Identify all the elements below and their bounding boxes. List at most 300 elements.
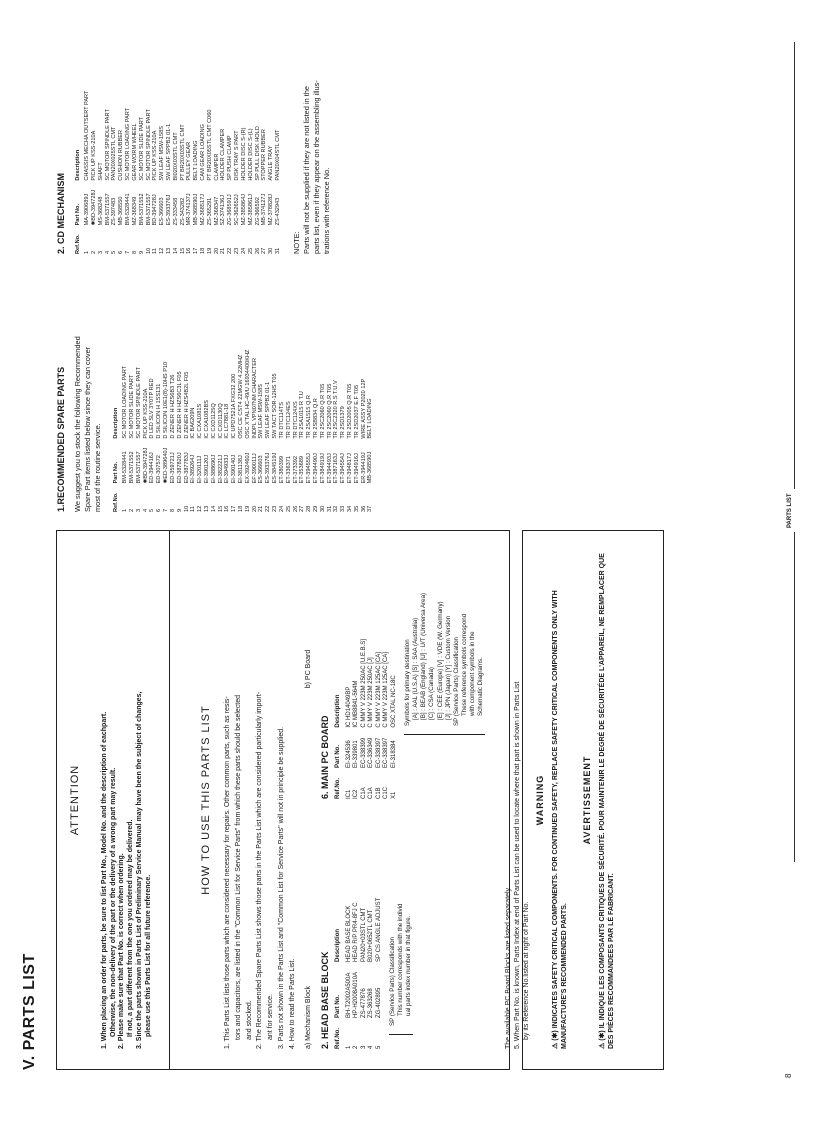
- cell: ET-394555J: [306, 453, 313, 484]
- cell: SP PUSH CLAMP: [227, 135, 234, 181]
- cell: EI-381138J: [238, 455, 244, 484]
- cell: 18: [200, 247, 207, 254]
- cell: MA-390689J: [84, 193, 91, 226]
- cell: EI-318384: [390, 740, 397, 768]
- cell: ED-387820J: [176, 452, 183, 484]
- cell: ET-394554J: [340, 453, 347, 484]
- cell: ✱BD-394728J: [91, 189, 98, 226]
- cell: IC LC7881-18: [224, 403, 231, 439]
- cell: 9: [138, 250, 145, 254]
- table-row: [159, 82, 166, 254]
- cell: ET-394916J: [353, 453, 360, 484]
- table-row: [279, 341, 286, 512]
- cell: 1: [122, 508, 129, 512]
- ref-note-line: Schematic Diagrams.: [476, 657, 484, 716]
- cell: 34: [347, 505, 353, 512]
- cell: ZS-333458: [172, 197, 179, 226]
- cell: EI-382221J: [217, 454, 224, 484]
- cell: EF-390011J: [251, 453, 258, 484]
- cell: X1: [390, 791, 397, 799]
- cell: D ZENER H HZS6B3 T26: [169, 374, 176, 439]
- table-row: [299, 341, 306, 512]
- intro-line: We suggest you to stock the following Recommended: [73, 336, 83, 512]
- cell: 17: [231, 505, 238, 512]
- cell: 3: [135, 508, 142, 512]
- cell: 3: [97, 250, 104, 254]
- cell: SC MOTOR SPINDLE PART: [135, 367, 142, 439]
- left-column: [56, 530, 664, 1070]
- attention-title: ATTENTION: [69, 764, 81, 836]
- cell: MB-368590J: [193, 193, 200, 226]
- cell: ZS-432943: [274, 197, 281, 226]
- col-header: Ref.No.: [335, 778, 342, 799]
- table-row: [91, 82, 98, 254]
- pc-board-example: [305, 539, 485, 799]
- col-header: Ref.No.: [113, 492, 120, 512]
- cell: 23: [234, 247, 241, 254]
- cell: ED-359721J: [169, 452, 176, 484]
- table-row: [306, 341, 313, 512]
- cell: 19: [244, 505, 251, 512]
- cell: EI-339801: [353, 740, 360, 768]
- symbol-line: [J] : JPN (Japan) [Y] : Custom Version: [444, 615, 452, 720]
- cell: SC MOTOR LOADING PART: [125, 107, 132, 181]
- cell: HEAD BASE BLOCK: [345, 905, 352, 962]
- cell: OSC CE CST4 22MGW 4.22MHZ: [238, 354, 244, 439]
- table-row: [346, 888, 354, 1049]
- table-row: [286, 341, 293, 512]
- cell: ET-394490J: [312, 453, 319, 484]
- cell: 20: [213, 247, 220, 254]
- cell: 16: [224, 505, 231, 512]
- cell: BM-5371557: [104, 193, 111, 226]
- main-pcb-title: 6. MAIN PC BOARD: [320, 715, 330, 799]
- col-header: Description: [75, 149, 82, 181]
- table-row: [170, 341, 177, 512]
- attention-list: [101, 531, 154, 1049]
- table-row: [214, 82, 221, 254]
- cell: TR DTC124XS: [292, 401, 299, 439]
- cell: 15: [179, 247, 186, 254]
- table-row: [327, 341, 334, 512]
- cell: SW LEAF SPPB2 01-1: [165, 123, 172, 181]
- main-pcb-table: [335, 629, 398, 799]
- cell: ZS-397483: [111, 197, 118, 226]
- cell: HEAD R/P PR4-8FJ C: [353, 902, 360, 962]
- table-row: [156, 341, 163, 512]
- cell: PAN20X04STL CMT: [274, 129, 281, 181]
- cell: 7: [125, 250, 132, 254]
- cell: 36: [360, 505, 367, 512]
- cell: 35: [353, 505, 360, 512]
- cell: 17: [193, 247, 200, 254]
- attention-item: Otherwise, the non-delivery of the part or the delivery of a wrong part may result.: [109, 767, 117, 1037]
- cell: 13: [165, 247, 172, 254]
- cell: 25: [247, 247, 254, 254]
- table-row: [261, 82, 268, 254]
- cell: SC MOTOR SLIDE PART: [129, 374, 135, 439]
- symbol-line: [E] : CEE (Europe) [V] : VDE (W. Germany): [436, 601, 444, 720]
- table-row: [152, 82, 159, 254]
- ref-note-line: ual parts index number in that figure.: [405, 915, 413, 1016]
- cell: MZ-385861J: [247, 194, 254, 226]
- page-title: V. PARTS LIST: [21, 953, 38, 1070]
- cell: 23: [272, 505, 279, 512]
- mechanism-label: a) Mechanism Block: [305, 985, 313, 1049]
- cell: EC-338397: [383, 737, 390, 768]
- cd-mechanism-rows: [84, 82, 282, 254]
- head-base-table: [335, 888, 383, 1049]
- cell: GEAR WORM WHEEL: [131, 123, 138, 181]
- cell: TR 2SA1015 R T.U: [299, 391, 306, 439]
- sp-class-label: SP (Service Parts) Classification: [452, 637, 460, 726]
- cell: 2: [129, 508, 135, 512]
- table-row: [268, 82, 275, 254]
- table-row: [265, 341, 272, 512]
- cell: 5: [149, 508, 156, 512]
- cell: ET-380399: [278, 456, 285, 484]
- cell: D LED SLV 3Y0TP RED: [149, 378, 156, 439]
- cell: ZS-477876: [360, 988, 367, 1018]
- table-row: [218, 341, 225, 512]
- table-row: [252, 341, 259, 512]
- cell: 14: [172, 247, 179, 254]
- cell: INDPL VPN07NM CHARACTER: [251, 358, 258, 439]
- cell: 18: [238, 505, 244, 512]
- table-row: [184, 341, 191, 512]
- table-row: [353, 888, 361, 1049]
- cell: 12: [197, 505, 204, 512]
- cell: ZG-366592: [254, 197, 261, 226]
- table-row: [391, 629, 399, 799]
- cell: 6: [156, 508, 163, 512]
- cell: C MMY V 223M 250AC [U.E.B.S]: [360, 639, 367, 728]
- table-row: [354, 341, 361, 512]
- table-row: [146, 82, 153, 254]
- col-header: Part No.: [113, 461, 120, 484]
- table-row: [361, 629, 369, 799]
- cell: ES-393376J: [165, 194, 172, 226]
- cell: IC2: [353, 789, 360, 799]
- table-row: [197, 341, 204, 512]
- table-row: [143, 341, 150, 512]
- cell: BI020X03STL CMT: [172, 132, 179, 181]
- recommended-spare-parts: [56, 272, 374, 512]
- cell: TR 2SA1515 Q.R: [306, 395, 313, 439]
- col-header: Part No.: [75, 203, 82, 226]
- cell: BM-5371552: [138, 193, 145, 226]
- cell: TR 2SC2320 R.S T.U.V: [333, 380, 340, 439]
- cell: BM-5371557: [145, 193, 152, 226]
- cell: 1: [345, 1045, 352, 1049]
- footer-label: PARTS LIST: [787, 489, 795, 532]
- howto-item: tors and capacitors, are listed in the "Common List for Service Parts" from which these parts should be selected: [234, 694, 242, 1040]
- after-note: The available PC Board Blocks are listed separately.: [505, 886, 513, 1049]
- cell: C MMY V 223M 125AC [CA]: [375, 652, 382, 728]
- cell: 32: [333, 505, 340, 512]
- cell: EC-336349: [368, 737, 375, 768]
- table-row: [340, 341, 347, 512]
- attention-item: 1. When placing an order for parts, be sure to list Part No., Model No. and the description of eachpart.: [100, 711, 108, 1049]
- cell: ZS-365291: [206, 197, 213, 226]
- table-row: [180, 82, 187, 254]
- table-row: [125, 82, 132, 254]
- cell: 24: [240, 247, 247, 254]
- cell: ZG-368591J: [227, 194, 234, 226]
- cell: 11: [152, 248, 159, 254]
- cell: 22: [227, 247, 234, 254]
- cell: D SILICON H 1SS131: [156, 383, 163, 439]
- cell: ET-394817J: [347, 453, 353, 484]
- mechanism-block-example: [305, 819, 413, 1049]
- cell: C1C: [383, 786, 390, 799]
- cell: ✱BD-394728J: [142, 447, 149, 484]
- table-row: [293, 341, 300, 512]
- table-row: [383, 629, 391, 799]
- cell: SW TACT SOR-12HS T05: [272, 373, 279, 439]
- table-row: [139, 82, 146, 254]
- cell: SC MOTOR SPINDLE PART: [104, 109, 111, 181]
- cell: ET-387163J: [333, 453, 340, 484]
- cell: 31: [326, 505, 333, 512]
- recommended-rows: [122, 341, 374, 512]
- cell: EI-324536: [345, 740, 352, 768]
- cell: ES-366603: [159, 197, 166, 226]
- cell: EX-392460J: [244, 452, 251, 484]
- table-row: [193, 82, 200, 254]
- cell: ET-394493J: [326, 453, 333, 484]
- cell: 25: [285, 505, 292, 512]
- cell: 5: [375, 1045, 382, 1049]
- cell: 30: [319, 505, 326, 512]
- attention-item: please use this Parts List for all future reference.: [144, 874, 152, 1037]
- table-row: [190, 341, 197, 512]
- cell: TR 2SB834 Q.R: [312, 398, 319, 439]
- cell: ✱ED-389640J: [163, 447, 170, 484]
- table-row: [204, 341, 211, 512]
- table-row: [122, 341, 129, 512]
- howto-item: and stocked.: [245, 1000, 253, 1040]
- table-row: [248, 82, 255, 254]
- cell: 20: [251, 505, 258, 512]
- cd-mechanism-table: [75, 82, 282, 254]
- table-row: [149, 341, 156, 512]
- col-header: Description: [335, 928, 342, 962]
- cell: ES-366603: [258, 455, 265, 484]
- cell: EI-388690J: [210, 454, 217, 484]
- cell: ED-394416J: [149, 452, 156, 484]
- cell: BM-5371552: [129, 451, 135, 484]
- cell: ET-336371: [285, 456, 292, 484]
- cell: SP CS ANGLE ADJUST: [375, 897, 382, 962]
- cell: 27: [299, 505, 306, 512]
- attention-howto-box: [56, 530, 530, 1070]
- cell: MB-368590J: [367, 451, 374, 484]
- cell: HOLDER CLAMPER: [220, 128, 227, 181]
- howto-item: 2. The Recommended Spare Parts List shows those parts in the Parts List which are considered particularly import-: [256, 691, 264, 1049]
- symbols-title: Symbols for primary destination: [404, 639, 412, 726]
- after-note: 5. When Part No. is known, Parts Index at end of Parts List can be used to locate where that part is shown in Parts List: [514, 681, 521, 1049]
- attention-item: If not, a part different from the one you ordered may be delivered.: [127, 819, 134, 1037]
- cell: SHAFT: [97, 162, 104, 181]
- table-row: [368, 629, 376, 799]
- table-row: [84, 82, 91, 254]
- cell: ED-307572: [156, 455, 163, 484]
- cell: EC-338399: [360, 737, 367, 768]
- cell: SC MOTOR LOADING PART: [122, 365, 129, 439]
- head-base-notes: [389, 819, 413, 1035]
- table-row: [238, 341, 245, 512]
- cell: MB-374127J: [261, 193, 268, 226]
- cell: IC CXD1130Q: [217, 403, 224, 439]
- cell: 37: [367, 505, 374, 512]
- table-row: [333, 341, 340, 512]
- cell: PT BR20X03STL CMT: [179, 124, 186, 181]
- cell: ER-394419J: [360, 452, 367, 484]
- cell: D SILICON 10E1(8)-10HS P10: [163, 361, 170, 439]
- table-row: [98, 82, 105, 254]
- table-row: [368, 888, 376, 1049]
- warning-title: WARNING: [535, 774, 545, 826]
- cell: BELT LOADING: [193, 140, 200, 181]
- after-note: by its Reference No.listed at right of Part No.: [522, 901, 530, 1040]
- intro-line: most of the routine service.: [93, 423, 103, 512]
- cell: 4: [142, 508, 149, 512]
- symbol-line: [C] : CSA (Canada): [428, 667, 436, 720]
- cell: 6: [118, 250, 125, 254]
- cell: 3: [360, 1045, 367, 1049]
- table-row: [313, 341, 320, 512]
- note-line: parts list, even if they appear on the assembling illus-: [311, 80, 321, 254]
- warning-text: ⚠ (✱) INDICATES SAFETY CRITICAL COMPONENTS. FOR CONTINUED SAFETY, REPLACE SAFETY CRITICAL COMPONENTS ONLY WITH MANUFACTURE'S RECOMMENDED PARTS.: [552, 590, 568, 1049]
- cell: 2: [353, 1045, 360, 1049]
- table-row: [200, 82, 207, 254]
- cell: ANGLE TRAY: [268, 145, 275, 181]
- table-row: [255, 82, 262, 254]
- table-row: [211, 341, 218, 512]
- cell: EI-394933J: [224, 454, 231, 484]
- cell: ET-353689: [299, 456, 306, 484]
- col-header: Description: [335, 694, 342, 728]
- table-row: [186, 82, 193, 254]
- col-header: Ref.No.: [75, 234, 82, 254]
- table-row: [207, 82, 214, 254]
- table-row: [272, 341, 279, 512]
- french-warning-text: ⚠ (✱) IL INDIQUE LES COMPOSANTS CRITIQUES DE SÉCURITÉ. POUR MAINTENIR LE DEGRÉ DE SÉCURITÉDE L'APPAREIL, NE REMPLACER QUE DES PIÈCES RECOMMANDEES PAR LÉ FABRICANT.: [599, 553, 615, 1049]
- howto-item: ant for service.: [267, 994, 274, 1040]
- cell: C1A: [360, 787, 367, 799]
- cell: BM-5328441: [122, 451, 129, 484]
- cell: PAN20X025STL CMT: [111, 126, 118, 181]
- howto-item: 1. This Parts List lists those parts which are considered necessary for repairs. Other common parts, such as resis-: [224, 696, 231, 1049]
- cell: MB-368550: [118, 196, 125, 226]
- cell: CAM GEAR LOADING: [200, 124, 207, 181]
- cell: IC MB8841-564M: [353, 680, 360, 728]
- cell: OSC XTAL NC-18C: [390, 675, 397, 728]
- table-row: [118, 82, 125, 254]
- cell: 4: [368, 1045, 375, 1049]
- table-row: [224, 341, 231, 512]
- cell: EC-338397: [375, 737, 382, 768]
- cell: HOLDER DISC S-(L): [247, 128, 254, 181]
- cell: BM-5328441: [125, 193, 132, 226]
- cell: DISK TRAY S PART: [234, 130, 241, 181]
- cell: HOLDER DISC S-(R): [240, 127, 247, 181]
- cell: PAN20+03STL CMT: [360, 907, 367, 962]
- cell: PICK UP KSS-210A: [152, 130, 159, 181]
- cell: IC BA6209N: [190, 407, 197, 439]
- cell: 2: [91, 250, 98, 254]
- cell: TR 2SD1379: [340, 406, 347, 439]
- footer-rule: [794, 42, 795, 862]
- symbol-line: [B] : BEAB (England) [U] : U/T (Universa Area): [420, 592, 428, 720]
- cd-mechanism-title: 2. CD MECHANISM: [56, 172, 66, 254]
- cell: 5: [111, 250, 118, 254]
- ref-note-line: These reference symbols correspond: [460, 613, 468, 716]
- cell: 4: [104, 250, 111, 254]
- cell: 24: [278, 505, 285, 512]
- cell: 15: [217, 505, 224, 512]
- cell: BM-5371557: [135, 451, 142, 484]
- cell: SW LEAF SPPB2 01-1: [265, 381, 272, 439]
- cell: 14: [210, 505, 217, 512]
- cell: ZS-363268: [368, 988, 375, 1018]
- cell: TR 2SC2060 Q.R T05: [319, 383, 326, 439]
- symbol-line: [A] : AAL (U.S.A) [S] : SAA (Australia): [412, 617, 420, 720]
- page-number: 8: [784, 1073, 793, 1078]
- cell: 33: [340, 505, 347, 512]
- cell: MR-374137J: [186, 193, 193, 226]
- note-title: NOTE:: [291, 231, 301, 254]
- cell: ZS-343282: [179, 197, 186, 226]
- cell: 30: [268, 247, 275, 254]
- cell: C1A: [368, 787, 375, 799]
- cell: D ZENER H HZS4B2L F05: [183, 371, 190, 439]
- table-row: [234, 82, 241, 254]
- ref-note-line: This number corresponds with the individ: [397, 903, 405, 1016]
- cell: TR 2SC2060 Q.R T05: [326, 383, 333, 439]
- table-row: [177, 341, 184, 512]
- cd-mechanism: [56, 14, 332, 254]
- cell: BELT LOADING: [367, 398, 374, 439]
- cell: 21: [220, 247, 227, 254]
- table-row: [163, 341, 170, 512]
- warning-box: [522, 530, 664, 1070]
- sp-class-label: SP (Service Parts) Classification: [389, 937, 397, 1026]
- pc-board-label: b) PC Board: [305, 649, 313, 689]
- recommended-intro: [73, 272, 103, 512]
- cell: TR DTC114TS: [278, 402, 285, 439]
- cell: TR 2SD2037 E.F T05: [353, 384, 360, 439]
- cell: C MMY V 223M 250AC [J]: [368, 657, 375, 728]
- cell: ES-393376J: [265, 452, 272, 484]
- cell: 22: [265, 505, 272, 512]
- cell: ES-384519J: [272, 452, 279, 484]
- cell: PICK UP KSS-210A: [91, 130, 98, 181]
- cell: ET-384919J: [319, 453, 326, 484]
- cell: SC MOTOR SLIDE PART: [138, 116, 145, 181]
- cell: PT BR20X05STL CMT C060: [206, 109, 213, 181]
- table-row: [231, 341, 238, 512]
- cell: D ZENER H HZS6C3L F05: [176, 371, 183, 439]
- cell: MZ-378828J: [268, 194, 275, 226]
- table-row: [353, 629, 361, 799]
- cell: TR 2SD2005 Q.R T05: [347, 383, 353, 439]
- cell: SW LEAF MSW-158S: [258, 384, 265, 439]
- cell: 12: [159, 247, 166, 254]
- cell: C MMY V 223M 125AC [CA]: [383, 652, 390, 728]
- col-header: Part No.: [335, 994, 342, 1018]
